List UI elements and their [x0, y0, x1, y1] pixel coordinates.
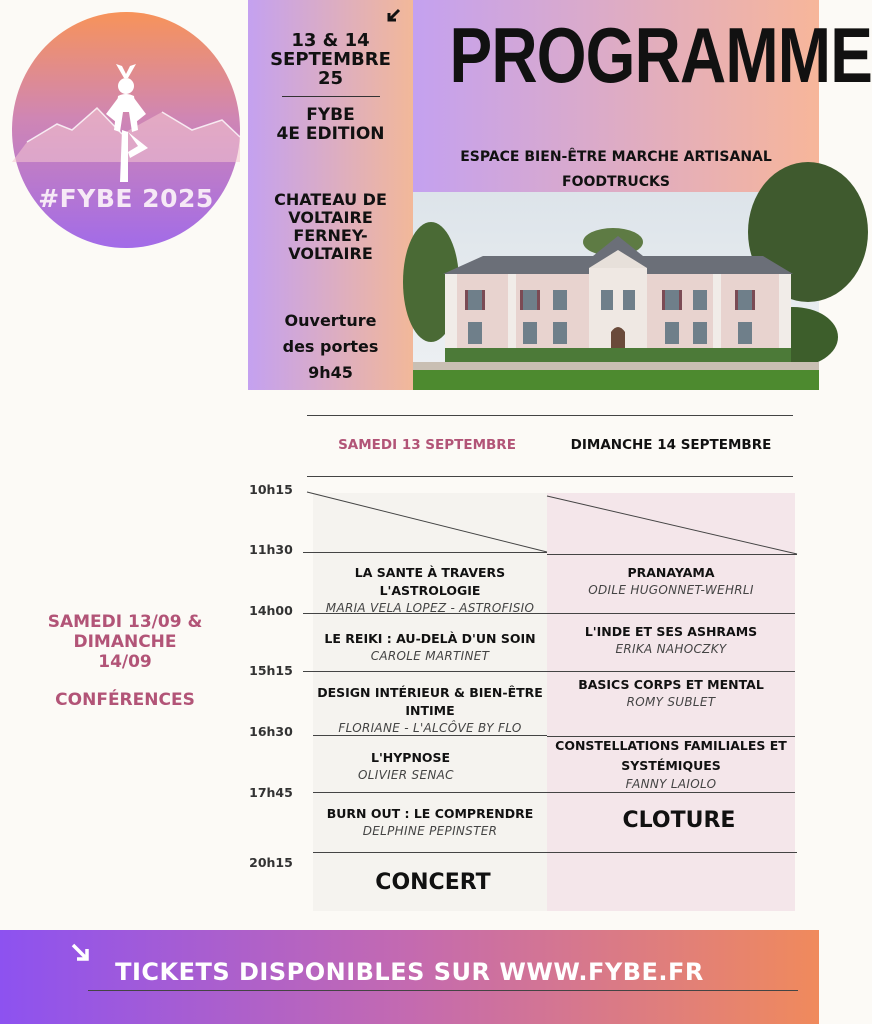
venue-line: VOLTAIRE	[288, 208, 373, 227]
page-title: PROGRAMME	[449, 11, 872, 99]
session-sunday	[547, 676, 795, 711]
session-title: CONSTELLATIONS FAMILIALES ET SYSTÉMIQUES	[555, 738, 787, 773]
session-speaker: ROMY SUBLET	[626, 695, 716, 709]
session-speaker: FANNY LAIOLO	[625, 777, 717, 791]
opening-line: 9h45	[308, 363, 353, 382]
logo-hashtag: #FYBE 2025	[38, 184, 214, 213]
session-sunday	[547, 564, 795, 599]
tickets-banner	[0, 930, 819, 1024]
divider	[282, 96, 380, 97]
empty-slot-diagonals	[303, 490, 799, 556]
session-speaker: ERIKA NAHOCZKY	[615, 642, 727, 656]
session-sunday	[547, 736, 795, 793]
dates-line: SEPTEMBRE	[270, 49, 391, 70]
side-title-line: 14/09	[98, 652, 152, 672]
event-info-panel	[248, 0, 413, 390]
time-label: 20h15	[249, 855, 293, 870]
time-label: 16h30	[249, 724, 293, 739]
edition-line: 4E EDITION	[276, 124, 385, 144]
time-label: 11h30	[249, 542, 293, 557]
divider	[88, 990, 798, 991]
time-label: 17h45	[249, 785, 293, 800]
dates-line: 13 & 14	[291, 30, 370, 51]
event-venue	[248, 191, 413, 263]
venue-line: VOLTAIRE	[288, 244, 373, 263]
session-title: BURN OUT : LE COMPRENDRE	[326, 806, 534, 821]
arrow-down-left-icon	[385, 8, 401, 24]
session-title: PRANAYAMA	[627, 565, 715, 580]
row-rule	[303, 552, 547, 553]
time-label: 15h15	[249, 663, 293, 678]
event-edition	[248, 106, 413, 144]
opening-line: des portes	[282, 337, 379, 356]
conferences-label: CONFÉRENCES	[55, 690, 195, 710]
session-saturday	[313, 805, 547, 840]
row-rule	[303, 671, 795, 672]
side-title-line: SAMEDI 13/09 &	[47, 612, 203, 632]
session-title: BASICS CORPS ET MENTAL	[578, 677, 764, 692]
session-title: L'HYPNOSE	[371, 750, 451, 765]
session-saturday	[313, 684, 547, 737]
fybe-logo	[12, 12, 240, 248]
session-speaker: DELPHINE PEPINSTER	[362, 824, 498, 838]
chateau-photo	[413, 192, 819, 390]
session-speaker: MARIA VELA LOPEZ - ASTROFISIO	[325, 601, 535, 615]
session-title: L'INDE ET SES ASHRAMS	[584, 624, 758, 639]
table-rule	[307, 476, 793, 477]
session-sunday	[547, 623, 795, 658]
table-rule	[307, 415, 793, 416]
time-label: 14h00	[249, 603, 293, 618]
conference-dates-label	[22, 612, 228, 672]
edition-line: FYBE	[306, 105, 355, 125]
dates-line: 25	[317, 68, 344, 89]
session-saturday	[313, 564, 547, 617]
header-subtitle	[413, 145, 819, 195]
session-title: LE REIKI : AU-DELÀ D'UN SOIN	[324, 631, 536, 646]
programme-header	[413, 0, 872, 192]
side-title-line: DIMANCHE	[73, 632, 177, 652]
session-speaker: CAROLE MARTINET	[370, 649, 490, 663]
closing-label: CLOTURE	[622, 808, 736, 833]
session-saturday	[313, 630, 547, 665]
concert-label: CONCERT	[375, 870, 491, 895]
row-rule	[313, 852, 797, 853]
subtitle-line: ESPACE BIEN-ÊTRE MARCHE ARTISANAL	[460, 149, 772, 165]
day-header-sunday: DIMANCHE 14 SEPTEMBRE	[570, 437, 772, 453]
session-title: LA SANTE À TRAVERS L'ASTROLOGIE	[354, 565, 506, 598]
session-saturday	[313, 749, 547, 784]
subtitle-line: FOODTRUCKS	[562, 174, 670, 190]
venue-line: CHATEAU DE	[274, 190, 387, 209]
doors-opening	[248, 308, 413, 386]
session-speaker: FLORIANE - L'ALCÔVE BY FLO	[338, 721, 522, 735]
session-title: DESIGN INTÉRIEUR & BIEN-ÊTRE INTIME	[317, 685, 543, 718]
venue-line: FERNEY-	[293, 226, 368, 245]
day-header-saturday: SAMEDI 13 SEPTEMBRE	[338, 437, 516, 453]
tickets-link[interactable]: TICKETS DISPONIBLES SUR WWW.FYBE.FR	[115, 958, 704, 986]
session-speaker: OLIVIER SENAC	[358, 768, 454, 782]
time-label: 10h15	[249, 482, 293, 497]
opening-line: Ouverture	[284, 311, 377, 330]
session-speaker: ODILE HUGONNET-WEHRLI	[588, 583, 754, 597]
event-dates	[248, 31, 413, 88]
row-rule	[547, 554, 797, 555]
